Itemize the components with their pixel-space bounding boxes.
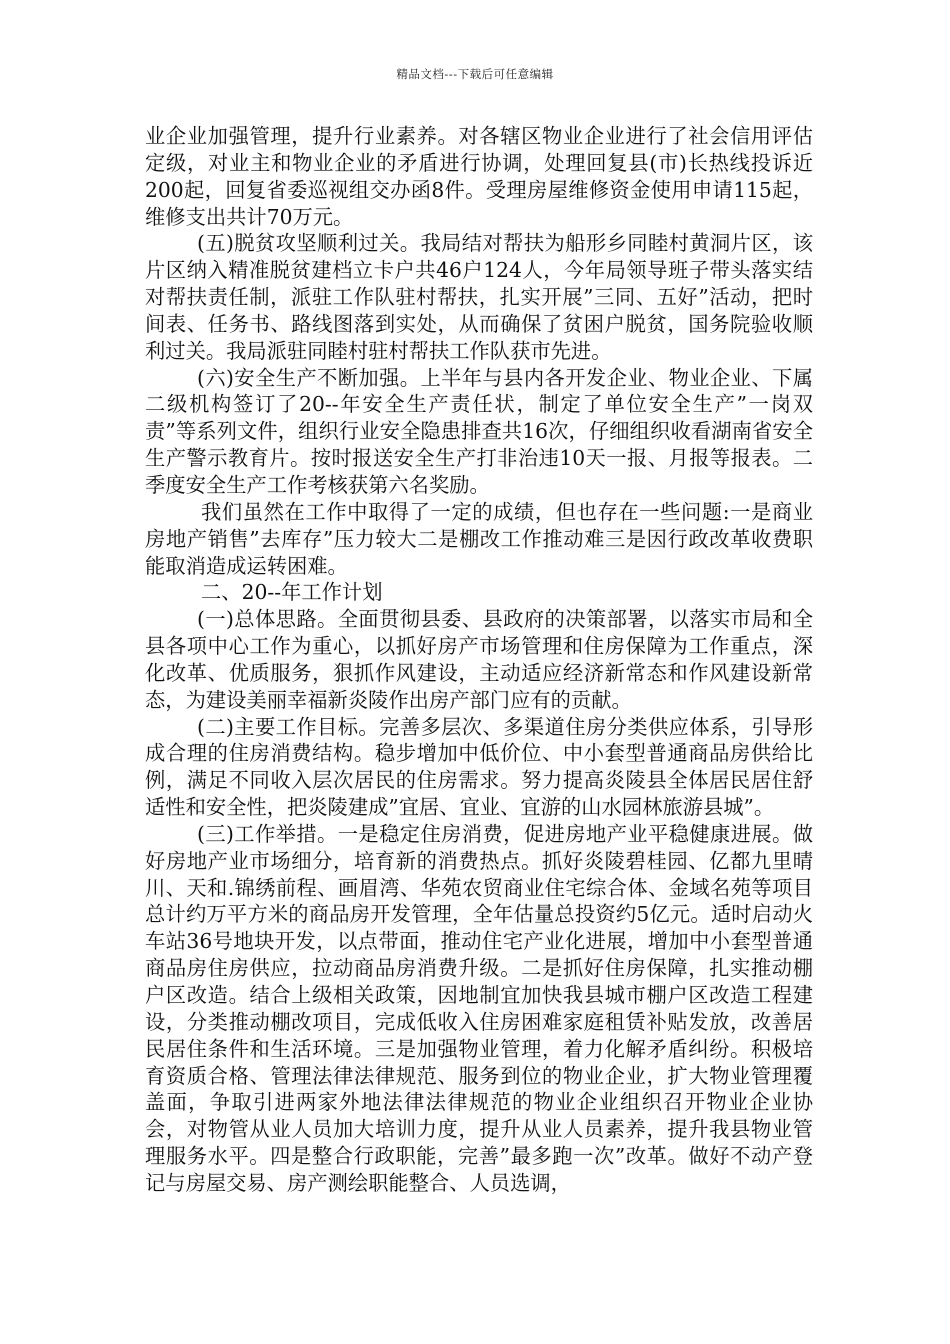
- document-body: [145, 123, 813, 1197]
- paragraph-overall-approach: (一)总体思路。全面贯彻县委、县政府的决策部署，以落实市局和全县各项中心工作为重心，以抓好房产市场管理和住房保障为工作重点，深化改革、优质服务，狠抓作风建设，主动适应经济新常态和作风建设新常态，为建设美丽幸福新炎陵作出房产部门应有的贡献。: [145, 607, 813, 712]
- paragraph-property-management: 业企业加强管理，提升行业素养。对各辖区物业企业进行了社会信用评估定级，对业主和物业企业的矛盾进行协调，处理回复县(市)长热线投诉近200起，回复省委巡视组交办函8件。受理房屋维修资金使用申请115起，维修支出共计70万元。: [145, 124, 813, 229]
- section-heading-work-plan: 二、20--年工作计划: [201, 580, 383, 605]
- paragraph-work-measures: (三)工作举措。一是稳定住房消费，促进房地产业平稳健康进展。做好房地产业市场细分，培育新的消费热点。抓好炎陵碧桂园、亿都九里晴川、天和.锦绣前程、画眉湾、华苑农贸商业住宅综合体、金域名苑等项目总计约万平方米的商品房开发管理，全年估量总投资约5亿元。适时启动火车站36号地块开发，以点带面，推动住宅产业化进展，增加中小套型普通商品房住房供应，拉动商品房消费升级。二是抓好住房保障，扎实推动棚户区改造。结合上级相关政策，因地制宜加快我县城市棚户区改造工程建设，分类推动棚改项目，完成低收入住房困难家庭租赁补贴发放，改善居民居住条件和生活环境。三是加强物业管理，着力化解矛盾纠纷。积极培育资质合格、管理法律法律规范、服务到位的物业企业，扩大物业管理覆盖面，争取引进两家外地法律法律规范的物业企业组织召开物业企业协会，对物管从业人员加大培训力度，提升从业人员素养，提升我县物业管理服务水平。四是整合行政职能，完善”最多跑一次”改革。做好不动产登记与房屋交易、房产测绘职能整合、人员选调，: [145, 821, 813, 1195]
- paragraph-safety-production: (六)安全生产不断加强。上半年与县内各开发企业、物业企业、下属二级机构签订了20--年安全生产责任状，制定了单位安全生产”一岗双责”等系列文件，组织行业安全隐患排查共16次，仔细组织收看湖南省安全生产警示教育片。按时报送安全生产打非治违10天一报、月报等报表。二季度安全生产工作考核获第六名奖励。: [145, 365, 813, 497]
- paragraph-poverty-alleviation: (五)脱贫攻坚顺利过关。我局结对帮扶为船形乡同睦村黄洞片区，该片区纳入精准脱贫建档立卡户共46户124人，今年局领导班子带头落实结对帮扶责任制，派驻工作队驻村帮扶，扎实开展”三同、五好”活动，把时间表、任务书、路线图落到实处，从而确保了贫困户脱贫，国务院验收顺利过关。我局派驻同睦村驻村帮扶工作队获市先进。: [145, 231, 813, 363]
- paragraph-main-goals: (二)主要工作目标。完善多层次、多渠道住房分类供应体系，引导形成合理的住房消费结构。稳步增加中低价位、中小套型普通商品房供给比例，满足不同收入层次居民的住房需求。努力提高炎陵县全体居民居住舒适性和安全性，把炎陵建成”宜居、宜业、宜游的山水园林旅游县城”。: [145, 714, 813, 820]
- paragraph-problems: 我们虽然在工作中取得了一定的成绩，但也存在一些问题:一是商业房地产销售”去库存”压力较大二是棚改工作推动难三是因行政改革收费职能取消造成运转困难。: [145, 499, 813, 578]
- page-header: 精品文档---下载后可任意编辑: [396, 67, 554, 81]
